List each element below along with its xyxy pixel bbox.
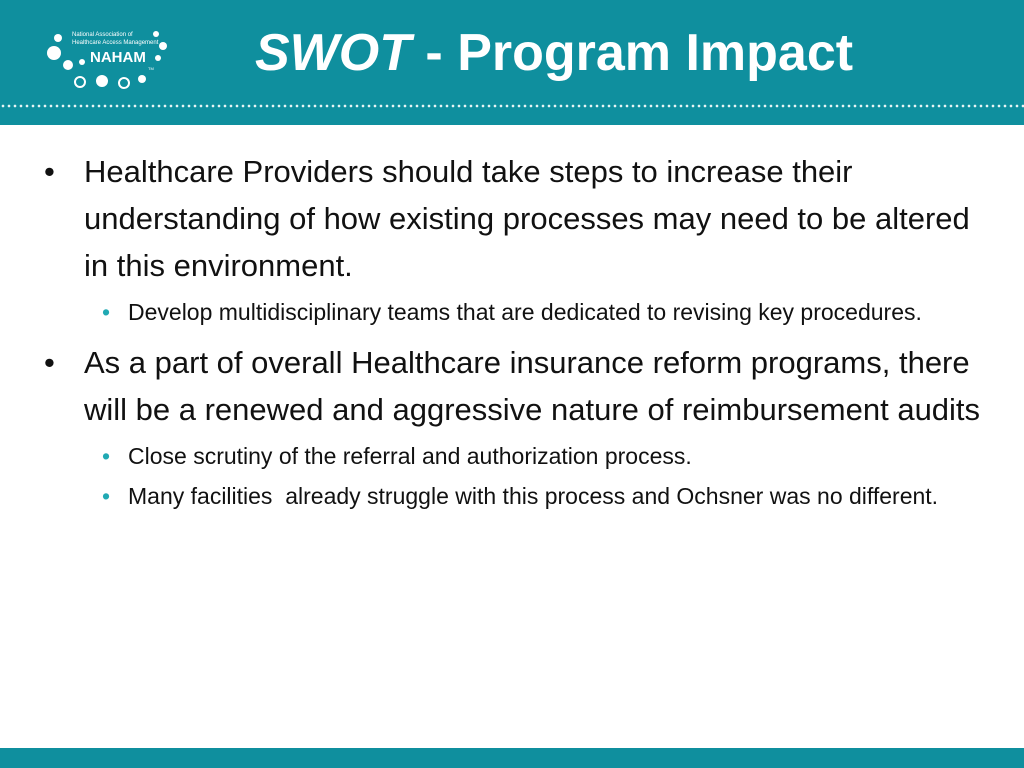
- sub-bullet-text: Close scrutiny of the referral and authorization process.: [128, 443, 692, 469]
- sub-bullet-1-1: [44, 295, 994, 329]
- dotted-divider: [0, 104, 1024, 108]
- bullet-1: [44, 148, 994, 289]
- bullet-text: As a part of overall Healthcare insurance reform programs, there will be a renewed and aggressive nature of reimbursement audits: [84, 345, 981, 427]
- logo-name: NAHAM: [90, 49, 146, 66]
- naham-logo: [44, 24, 174, 96]
- header-banner: [0, 0, 1024, 125]
- sub-bullet-marker: •: [102, 443, 111, 469]
- logo-line2: Healthcare Access Management: [72, 40, 159, 46]
- footer-bar: [0, 748, 1024, 768]
- sub-bullet-marker: •: [102, 299, 111, 325]
- slide-content: [44, 148, 994, 519]
- sub-bullet-text: Many facilities already struggle with this process and Ochsner was no different.: [128, 483, 939, 509]
- bullet-marker: •: [44, 345, 55, 380]
- sub-bullet-2-1: [44, 439, 994, 473]
- bullet-text: Healthcare Providers should take steps to increase their understanding of how existing processes may need to be altered in this environment.: [84, 154, 970, 283]
- page-title: [255, 22, 853, 84]
- logo-line1: National Association of: [72, 32, 133, 38]
- logo-tm: TM: [148, 66, 154, 71]
- sub-bullet-text: Develop multidisciplinary teams that are dedicated to revising key procedures.: [128, 299, 922, 325]
- title-rest: - Program Impact: [410, 24, 854, 82]
- sub-bullet-2-2: [44, 479, 994, 513]
- bullet-2: [44, 339, 994, 433]
- title-italic: SWOT: [255, 24, 411, 82]
- bullet-marker: •: [44, 154, 55, 189]
- sub-bullet-marker: •: [102, 483, 111, 509]
